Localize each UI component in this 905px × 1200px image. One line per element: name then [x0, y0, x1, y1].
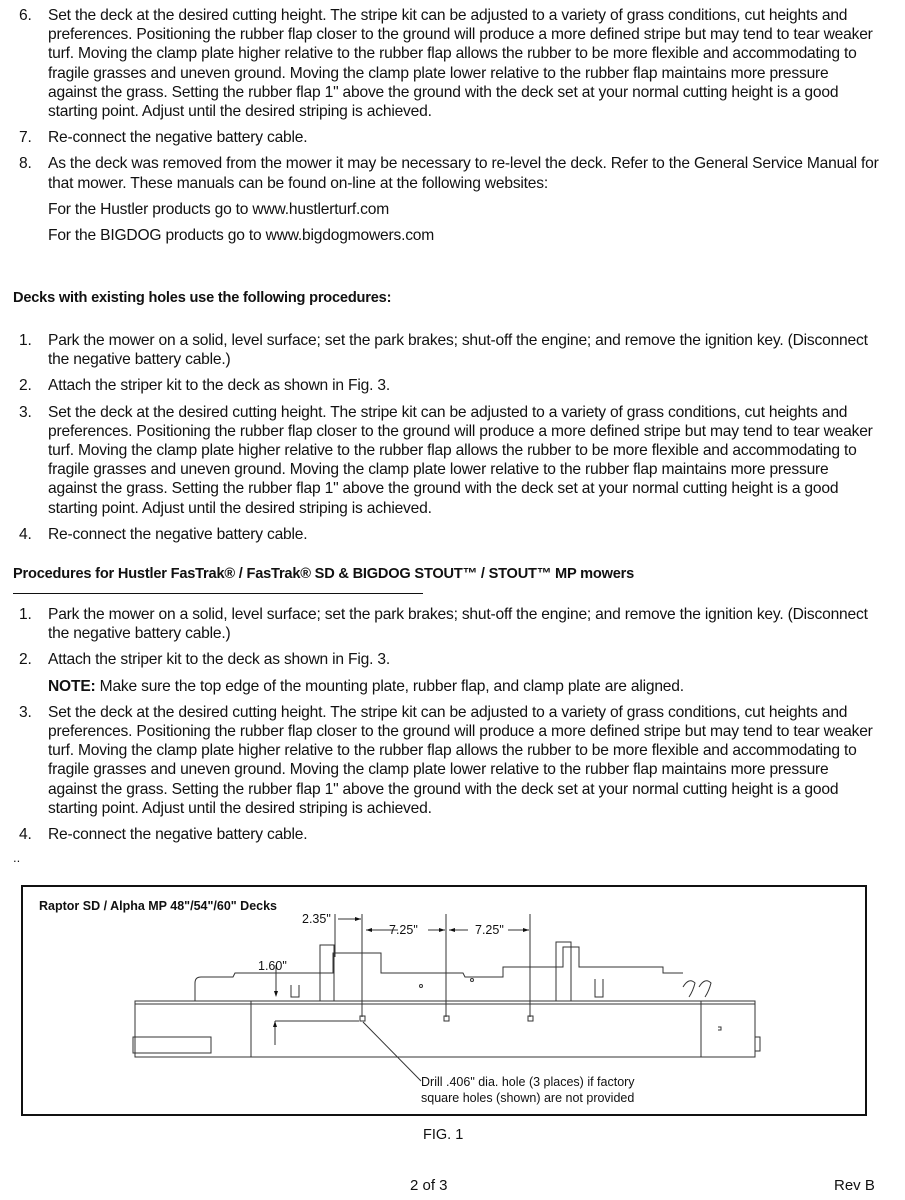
list-item: 2. Attach the striper kit to the deck as shown in Fig. 3.	[19, 377, 390, 395]
section-2-heading: Decks with existing holes use the following procedures:	[13, 290, 392, 306]
dimension-label: 2.35"	[302, 912, 331, 926]
list-item: 6. Set the deck at the desired cutting height. The stripe kit can be adjusted to a variety of grass conditions, cut heights and preferences. Positioning the rubber flap closer to the ground will produce a more defined stripe but may tend to tear weaker turf. Moving the clamp plate higher relative to the rubber flap allows the rubber to be more flexible and accommodating to fragile grasses and uneven ground. Moving the clamp plate lower relative to the rubber flap maintains more pressure against the grass. Setting the rubber flap 1" above the ground with the deck set at your normal cutting height is a good starting point. Adjust until the desired striping is achieved.	[19, 7, 873, 121]
page-number: 2 of 3	[410, 1177, 448, 1194]
dimension-label: 7.25"	[475, 923, 504, 937]
bigdog-website-line: For the BIGDOG products go to www.bigdogmowers.com	[48, 227, 435, 245]
list-item: 1. Park the mower on a solid, level surface; set the park brakes; shut-off the engine; and remove the ignition key. (Disconnect the negative battery cable.)	[19, 606, 868, 643]
heading-underline	[13, 593, 423, 594]
section-2-list	[0, 331, 905, 544]
list-item: 3. Set the deck at the desired cutting height. The stripe kit can be adjusted to a variety of grass conditions, cut heights and preferences. Positioning the rubber flap closer to the ground will produce a more defined stripe but may tend to tear weaker turf. Moving the clamp plate higher relative to the rubber flap allows the rubber to be more flexible and accommodating to fragile grasses and uneven ground. Moving the clamp plate lower relative to the rubber flap maintains more pressure against the grass. Setting the rubber flap 1" above the ground with the deck set at your normal cutting height is a good starting point. Adjust until the desired striping is achieved.	[19, 403, 873, 517]
list-item: 4. Re-connect the negative battery cable.	[19, 826, 308, 844]
list-item: 1. Park the mower on a solid, level surface; set the park brakes; shut-off the engine; and remove the ignition key. (Disconnect the negative battery cable.)	[19, 332, 868, 369]
dimension-label: 1.60"	[258, 959, 287, 973]
note-label: NOTE:	[48, 677, 96, 695]
list-item: 4. Re-connect the negative battery cable.	[19, 525, 308, 543]
section-1-list	[0, 6, 905, 245]
section-3-list	[0, 605, 905, 844]
drill-callout: Drill .406" dia. hole (3 places) if factory square holes (shown) are not provided	[421, 1075, 635, 1105]
hustler-website-line: For the Hustler products go to www.hustlerturf.com	[48, 200, 389, 218]
section-3-heading: Procedures for Hustler FasTrak® / FasTrak® SD & BIGDOG STOUT™ / STOUT™ MP mowers	[13, 566, 635, 582]
figure-1-box	[21, 885, 867, 1116]
trailing-dots: ..	[13, 850, 21, 865]
list-item: 7. Re-connect the negative battery cable.	[19, 129, 308, 147]
dimension-label: 7.25"	[389, 923, 418, 937]
figure-caption: FIG. 1	[423, 1127, 464, 1143]
list-item: 2. Attach the striper kit to the deck as shown in Fig. 3.	[19, 651, 390, 669]
revision-label: Rev B	[834, 1177, 875, 1194]
list-item: 8. As the deck was removed from the mower it may be necessary to re-level the deck. Refer to the General Service Manual for that mower. These manuals can be found on-line at the following websites:	[19, 155, 879, 192]
note-line: NOTE: Make sure the top edge of the mounting plate, rubber flap, and clamp plate are aligned.	[48, 677, 684, 695]
figure-title: Raptor SD / Alpha MP 48"/54"/60" Decks	[39, 899, 278, 913]
list-item: 3. Set the deck at the desired cutting height. The stripe kit can be adjusted to a variety of grass conditions, cut heights and preferences. Positioning the rubber flap closer to the ground will produce a more defined stripe but may tend to tear weaker turf. Moving the clamp plate higher relative to the rubber flap allows the rubber to be more flexible and accommodating to fragile grasses and uneven ground. Moving the clamp plate lower relative to the rubber flap maintains more pressure against the grass. Setting the rubber flap 1" above the ground with the deck set at your normal cutting height is a good starting point. Adjust until the desired striping is achieved.	[19, 703, 873, 817]
